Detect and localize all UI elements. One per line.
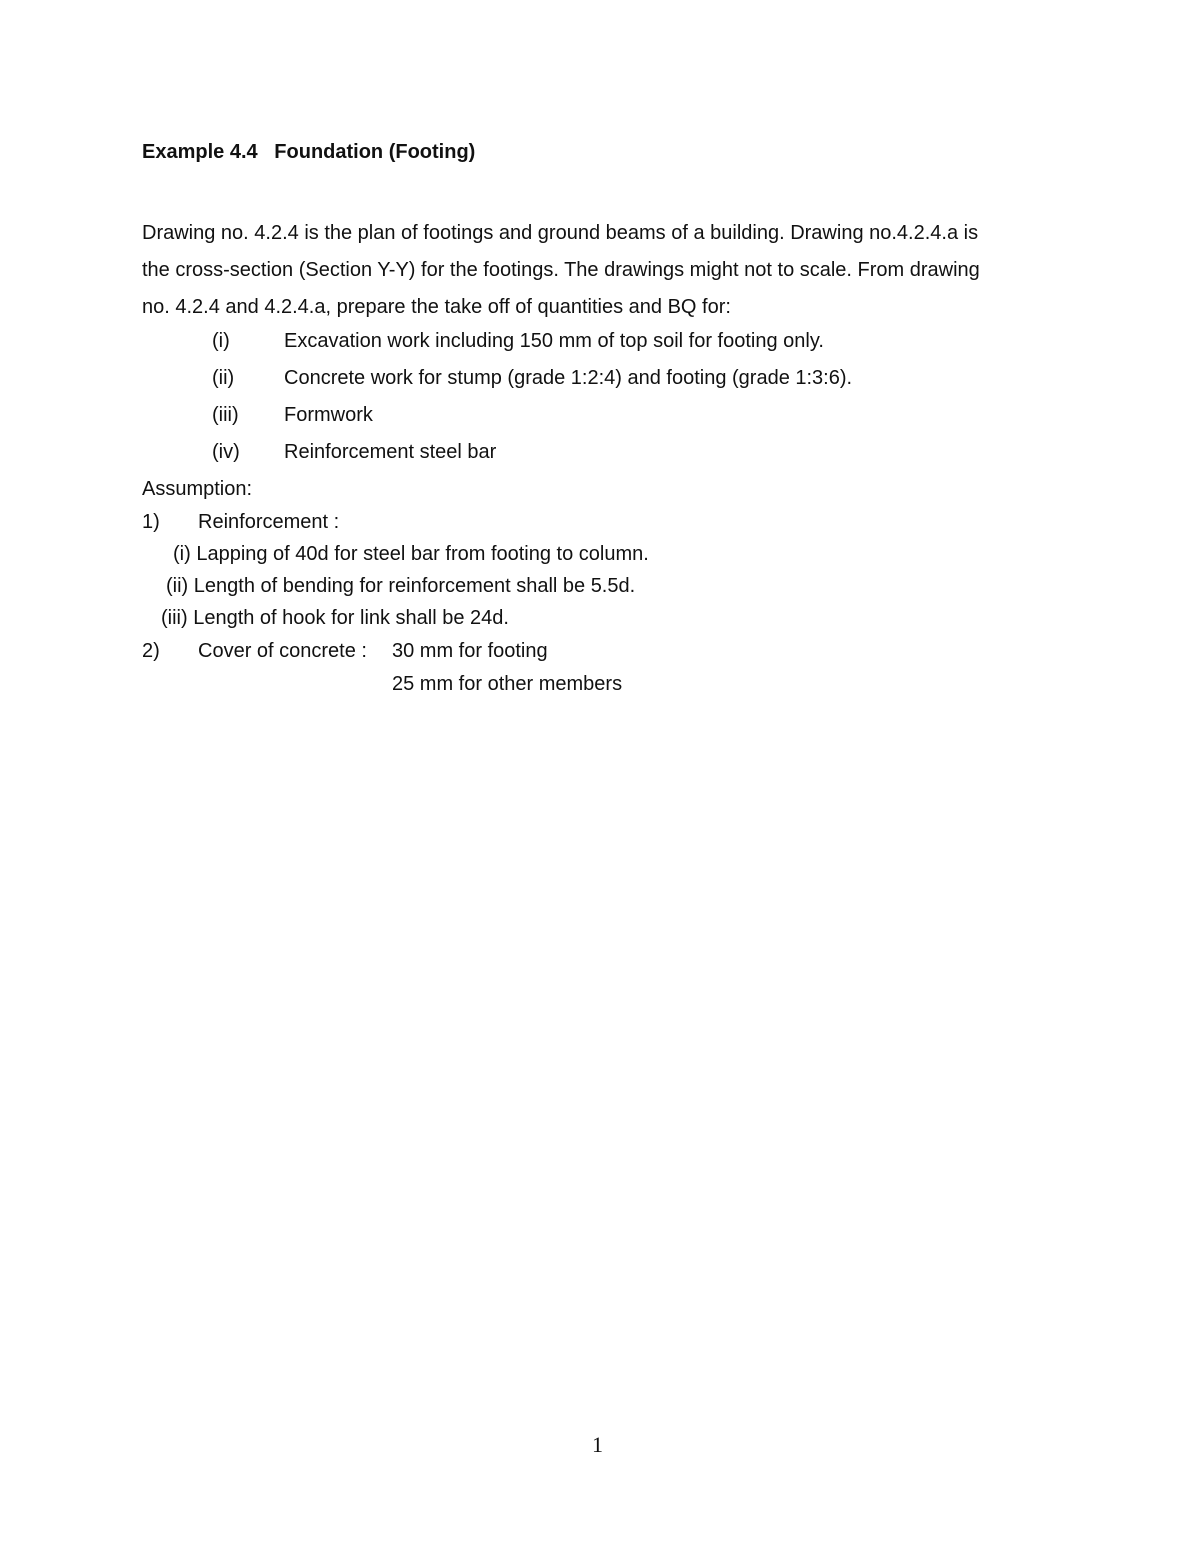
assumption-1-sub-item: (i) Lapping of 40d for steel bar from footing to column.: [173, 543, 649, 565]
assumption-heading: Assumption:: [142, 478, 253, 500]
assumption-2-value: 25 mm for other members: [392, 673, 623, 695]
intro-line: the cross-section (Section Y-Y) for the footings. The drawings might not to scale. From drawing: [142, 259, 980, 281]
assumption-2-value: 30 mm for footing: [392, 640, 548, 662]
assumption-1-text: Reinforcement :: [198, 511, 340, 533]
intro-paragraph: [142, 215, 1062, 326]
task-number: (iv): [212, 441, 240, 463]
task-text: Excavation work including 150 mm of top soil for footing only.: [284, 330, 824, 352]
intro-line: no. 4.2.4 and 4.2.4.a, prepare the take off of quantities and BQ for:: [142, 296, 731, 318]
assumption-1-sub-item: (ii) Length of bending for reinforcement shall be 5.5d.: [166, 575, 636, 597]
assumption-2-number: 2): [142, 640, 160, 662]
example-title: Example 4.4 Foundation (Footing): [142, 141, 476, 163]
task-number: (ii): [212, 367, 235, 389]
task-number: (i): [212, 330, 230, 352]
task-text: Concrete work for stump (grade 1:2:4) and footing (grade 1:3:6).: [284, 367, 853, 389]
task-number: (iii): [212, 404, 239, 426]
task-text: Reinforcement steel bar: [284, 441, 497, 463]
assumption-2-text: Cover of concrete :: [198, 640, 367, 662]
assumption-1-sub-item: (iii) Length of hook for link shall be 24d.: [161, 607, 509, 629]
page-number: 1: [592, 1432, 603, 1457]
assumption-1-number: 1): [142, 511, 160, 533]
task-text: Formwork: [284, 404, 373, 426]
intro-line: Drawing no. 4.2.4 is the plan of footings and ground beams of a building. Drawing no.4.2.4.a is: [142, 222, 979, 244]
